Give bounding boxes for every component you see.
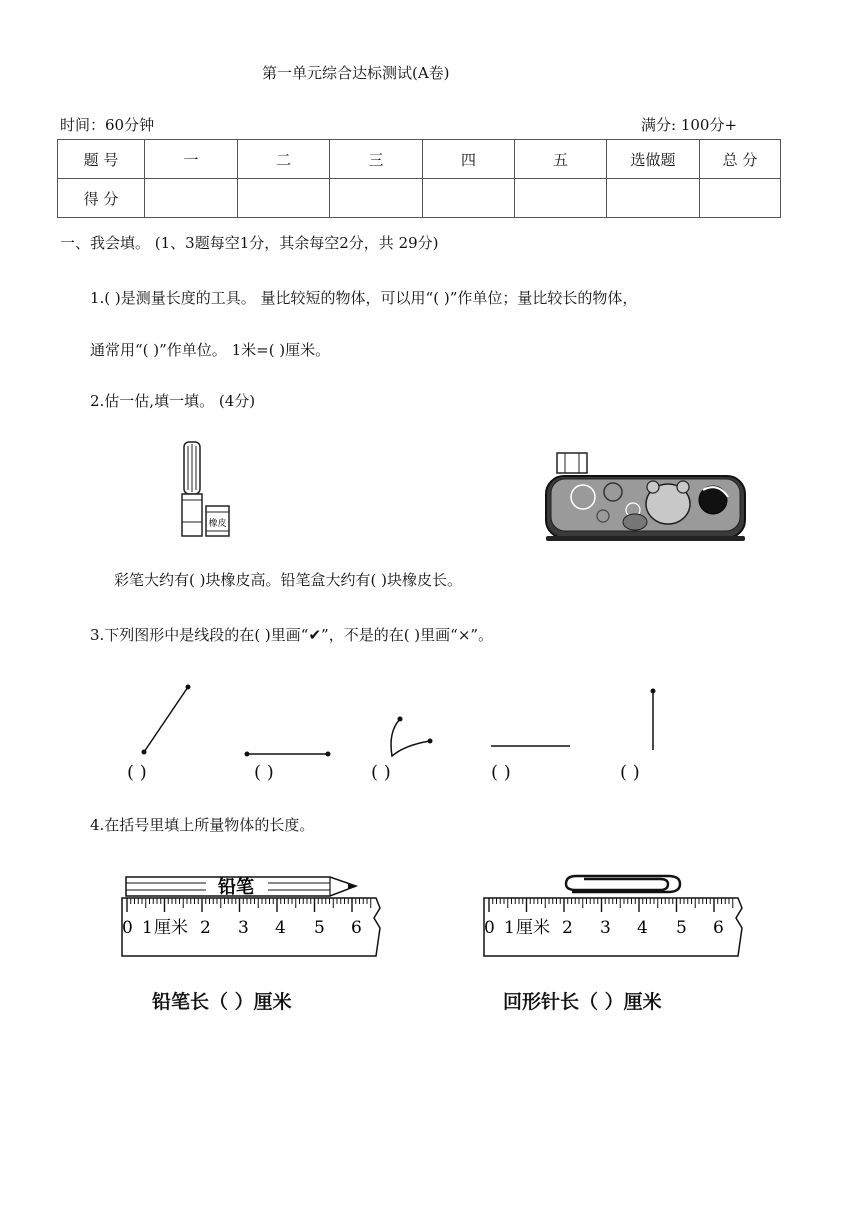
table-cell: 二 <box>238 140 330 179</box>
ruler-number: 4 <box>637 918 648 938</box>
ruler-unit: 厘米 <box>516 918 550 938</box>
answer-blank[interactable]: ( ) <box>491 762 511 783</box>
paperclip-length-answer: 回形针长（ ）厘米 <box>503 991 662 1013</box>
section-heading: 一、我会填。 (1、3题每空1分，其余每空2分，共 29分) <box>60 234 439 252</box>
ruler-number: 0 <box>122 918 133 938</box>
time-limit: 时间：60分钟 <box>60 116 155 134</box>
ruler-number: 5 <box>676 918 687 938</box>
paperclip-ruler-illustration <box>480 868 750 960</box>
table-cell: 题 号 <box>58 140 145 179</box>
answer-blank[interactable]: ( ) <box>620 762 640 783</box>
table-cell: 一 <box>145 140 238 179</box>
pencil-length-answer: 铅笔长（ ）厘米 <box>152 991 292 1013</box>
table-cell: 五 <box>515 140 607 179</box>
table-cell: 选做题 <box>607 140 700 179</box>
pencil-ruler-illustration <box>118 868 388 960</box>
eraser-label: 橡皮 <box>208 519 227 529</box>
table-cell: 四 <box>423 140 515 179</box>
table-cell: 总 分 <box>700 140 781 179</box>
answer-blank[interactable]: ( ) <box>254 762 274 783</box>
ruler-number: 2 <box>562 918 573 938</box>
ruler-number: 1 <box>142 918 153 938</box>
question-1-line1: 1.( )是测量长度的工具。 量比较短的物体，可以用“( )”作单位；量比较长的物体， <box>90 289 638 307</box>
question-1-line2: 通常用“( )”作单位。 1米=( )厘米。 <box>90 341 331 359</box>
answer-blank[interactable]: ( ) <box>127 762 147 783</box>
table-cell: 三 <box>330 140 423 179</box>
ruler-number: 3 <box>238 918 249 938</box>
page-title: 第一单元综合达标测试(A卷) <box>262 64 450 82</box>
ruler-number: 5 <box>314 918 325 938</box>
ruler-number: 3 <box>600 918 611 938</box>
ruler-number: 6 <box>713 918 724 938</box>
ruler-number: 1 <box>504 918 515 938</box>
question-4-title: 4.在括号里填上所量物体的长度。 <box>90 816 315 834</box>
question-3-title: 3.下列图形中是线段的在( )里画“✔”，不是的在( )里画“×”。 <box>90 626 494 644</box>
ruler-number: 0 <box>484 918 495 938</box>
pencil-label: 铅笔 <box>218 877 254 898</box>
question-2-answer-line: 彩笔大约有( )块橡皮高。铅笔盒大约有( )块橡皮长。 <box>114 571 462 589</box>
table-cell: 得 分 <box>58 179 145 218</box>
question-2-title: 2.估一估,填一填。 (4分) <box>90 392 256 410</box>
answer-blank[interactable]: ( ) <box>371 762 391 783</box>
full-score: 满分: 100分+ <box>641 116 738 134</box>
ruler-number: 2 <box>200 918 211 938</box>
ruler-number: 6 <box>351 918 362 938</box>
ruler-unit: 厘米 <box>154 918 188 938</box>
ruler-number: 4 <box>275 918 286 938</box>
